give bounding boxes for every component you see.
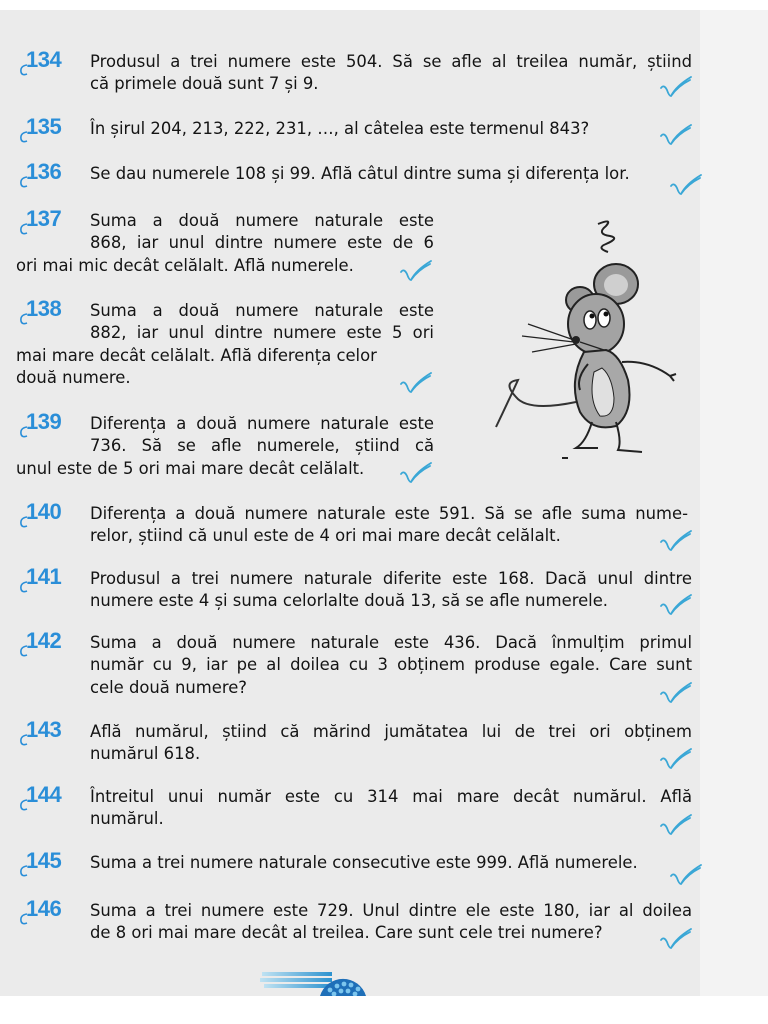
problem-text-line: cele două numere? [90, 677, 248, 697]
problem-text-line: 736. Să se afle numerele, știind că [90, 436, 434, 456]
problem-text-line: ori mai mic decât celălalt. Află numerele. [16, 255, 354, 275]
problem-number: 145 [26, 848, 62, 873]
problem-text-line: că primele două sunt 7 și 9. [90, 74, 319, 94]
problem-number: 142 [26, 628, 62, 653]
problem-number: 139 [26, 409, 62, 434]
problem-number: 144 [26, 782, 62, 807]
problem-number: 135 [26, 114, 62, 139]
problem-text-line: numere este 4 și suma celorlalte două 13, să se afle numerele. [90, 591, 609, 611]
mouse-illustration [488, 212, 698, 472]
problem-number: 143 [26, 717, 62, 742]
check-mark-icon [658, 592, 694, 620]
problem-number: 134 [26, 47, 62, 72]
problem-text-line: Diferența a două numere naturale este [90, 414, 434, 433]
problem-text-line: numărul. [90, 809, 164, 829]
problem-number: 140 [26, 499, 62, 524]
check-mark-icon [658, 926, 694, 954]
problem-number: 146 [26, 896, 62, 921]
check-mark-icon [658, 812, 694, 840]
problem-text-line: În șirul 204, 213, 222, 231, …, al câtelea este termenul 843? [90, 119, 590, 138]
check-mark-icon [398, 460, 434, 488]
problem-text-line: 882, iar unul dintre numere este 5 ori [90, 323, 434, 343]
problem-text-line: Suma a două numere naturale este 436. Dacă înmulțim primul [90, 633, 692, 652]
problem-text-line: 868, iar unul dintre numere este de 6 [90, 233, 434, 253]
problem-text-line: unul este de 5 ori mai mare decât celălalt. [16, 458, 365, 478]
problem-text-line: de 8 ori mai mare decât al treilea. Care sunt cele trei numere? [90, 923, 603, 943]
problem-text-line: Se dau numerele 108 și 99. Află câtul dintre suma și diferența lor. [90, 164, 630, 183]
problem-text-line: relor, știind că unul este de 4 ori mai mare decât celălalt. [90, 526, 561, 546]
problem-text-line: mai mare decât celălalt. Află diferența celor [16, 345, 377, 365]
check-mark-icon [658, 74, 694, 102]
problem-number: 141 [26, 564, 62, 589]
check-mark-icon [658, 528, 694, 556]
problem-text-line: Suma a trei numere naturale consecutive este 999. Află numerele. [90, 853, 638, 872]
check-mark-icon [398, 370, 434, 398]
footer-ornament [258, 964, 368, 996]
problem-text-line: număr cu 9, iar pe al doilea cu 3 obținem produse egale. Care sunt [90, 655, 692, 675]
check-mark-icon [658, 680, 694, 708]
check-mark-icon [398, 258, 434, 286]
check-mark-icon [668, 862, 704, 890]
problem-text-line: două numere. [16, 368, 131, 388]
problem-number: 136 [26, 159, 62, 184]
problem-text-line: Suma a două numere naturale este [90, 211, 434, 230]
check-mark-icon [658, 746, 694, 774]
problem-text-line: Suma a două numere naturale este [90, 301, 434, 320]
check-mark-icon [668, 172, 704, 200]
problem-text-line: Suma a trei numere este 729. Unul dintre ele este 180, iar al doilea [90, 901, 692, 920]
problem-text-line: Află numărul, știind că mărind jumătatea lui de trei ori obținem [90, 722, 692, 741]
page-edge [700, 10, 768, 996]
problem-text-line: Produsul a trei numere naturale diferite este 168. Dacă unul dintre [90, 569, 692, 588]
problem-text-line: numărul 618. [90, 744, 201, 764]
problem-number: 138 [26, 296, 62, 321]
problem-text-line: Produsul a trei numere este 504. Să se afle al treilea număr, știind [90, 52, 692, 71]
problem-text-line: Diferența a două numere naturale este 591. Să se afle suma nume- [90, 504, 688, 523]
problem-number: 137 [26, 206, 62, 231]
check-mark-icon [658, 122, 694, 150]
problem-text-line: Întreitul unui număr este cu 314 mai mare decât numărul. Află [90, 787, 692, 806]
